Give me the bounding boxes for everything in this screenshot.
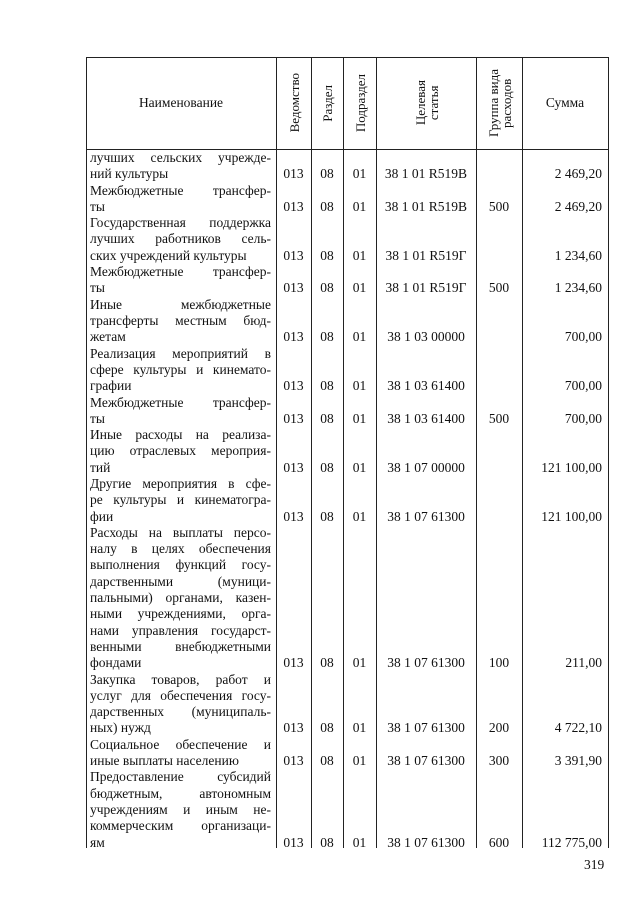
row-name-line: Межбюджетные трансфер- xyxy=(90,182,271,198)
row-name-line: Расходы на выплаты персо- xyxy=(90,524,271,540)
row-name-line: Другие мероприятия в сфе- xyxy=(90,476,271,491)
celevaya-statya-cell: 38 1 01 R519В xyxy=(384,166,468,182)
header-celevaya-statya xyxy=(377,57,476,149)
row-name-line: услуг для обеспечения госу- xyxy=(90,687,271,703)
vedomstvo-cell: 013 xyxy=(283,834,304,850)
table-row xyxy=(86,150,608,183)
celevaya-statya-cell: 38 1 03 00000 xyxy=(387,329,465,345)
razdel-cell: 08 xyxy=(320,166,334,182)
podrazdel-cell: 01 xyxy=(352,720,367,736)
vedomstvo-cell: 013 xyxy=(283,329,304,345)
row-name-line: Иные расходы на реализа- xyxy=(90,427,271,443)
table-row xyxy=(86,737,608,770)
summa-cell: 700,00 xyxy=(564,329,602,345)
row-name-line: трансферты местным бюд- xyxy=(90,312,271,328)
podrazdel-cell: 01 xyxy=(352,655,367,671)
table-row xyxy=(86,346,608,395)
vedomstvo-cell: 013 xyxy=(283,459,304,475)
row-name xyxy=(90,672,271,737)
row-name-line: Закупка товаров, работ и xyxy=(90,671,271,687)
row-name xyxy=(90,525,271,672)
header-vedomstvo xyxy=(277,57,311,149)
table-row xyxy=(86,395,608,428)
table-row xyxy=(86,215,608,264)
header-summa: Сумма xyxy=(545,95,585,110)
row-name-line: дарственных (муниципаль- xyxy=(90,704,271,720)
table-row xyxy=(86,264,608,297)
celevaya-statya-cell: 38 1 07 61300 xyxy=(387,720,465,736)
razdel-cell: 08 xyxy=(320,329,334,345)
row-name-line: ских учреждений культуры xyxy=(90,247,247,263)
vedomstvo-cell: 013 xyxy=(283,753,304,769)
row-name xyxy=(90,346,271,395)
podrazdel-cell: 01 xyxy=(352,410,367,426)
table-row xyxy=(86,427,608,476)
row-name-line: ре культуры и кинематогра- xyxy=(90,492,271,508)
gruppa-cell: 600 xyxy=(488,834,510,850)
row-name-line: коммерческим организаци- xyxy=(90,818,271,834)
razdel-cell: 08 xyxy=(320,198,334,214)
celevaya-statya-cell: 38 1 07 00000 xyxy=(387,459,465,475)
podrazdel-cell: 01 xyxy=(352,378,367,394)
vedomstvo-cell: 013 xyxy=(283,247,304,263)
summa-cell: 700,00 xyxy=(564,378,602,394)
row-name-line: ты xyxy=(90,198,105,214)
row-name xyxy=(90,395,271,428)
gruppa-cell: 200 xyxy=(488,720,510,736)
page-number: 319 xyxy=(584,857,605,872)
row-name-line: ными учреждениями, орга- xyxy=(90,606,271,622)
row-name-line: Иные межбюджетные xyxy=(90,296,271,312)
row-name-line: жетам xyxy=(90,329,126,345)
row-name xyxy=(90,183,271,216)
row-name-line: фондами xyxy=(90,655,142,671)
vedomstvo-cell: 013 xyxy=(283,198,304,214)
row-name xyxy=(90,427,271,476)
summa-cell: 121 100,00 xyxy=(541,459,602,475)
summa-cell: 112 775,00 xyxy=(541,834,602,850)
celevaya-statya-cell: 38 1 07 61300 xyxy=(387,508,465,524)
razdel-cell: 08 xyxy=(320,655,334,671)
gruppa-cell: 500 xyxy=(488,198,510,214)
row-name-line: налу в целях обеспечения xyxy=(90,541,271,557)
row-name-line: Реализация мероприятий в xyxy=(90,345,271,361)
row-name-line: дарственными (муници- xyxy=(90,573,271,589)
row-name xyxy=(90,769,271,850)
column-border xyxy=(608,57,609,848)
vedomstvo-cell: 013 xyxy=(283,410,304,426)
summa-cell: 2 469,20 xyxy=(554,198,602,214)
celevaya-statya-cell: 38 1 03 61400 xyxy=(387,410,465,426)
podrazdel-cell: 01 xyxy=(352,508,367,524)
row-name xyxy=(90,264,271,297)
razdel-cell: 08 xyxy=(320,834,334,850)
celevaya-statya-cell: 38 1 01 R519Г xyxy=(385,280,467,296)
row-name-line: ты xyxy=(90,280,105,296)
vedomstvo-cell: 013 xyxy=(283,280,304,296)
row-name-line: сфере культуры и кинемато- xyxy=(90,361,271,377)
row-name-line: Межбюджетные трансфер- xyxy=(90,394,271,410)
podrazdel-cell: 01 xyxy=(352,166,367,182)
row-name-line: тий xyxy=(90,459,111,475)
razdel-cell: 08 xyxy=(320,459,334,475)
vedomstvo-cell: 013 xyxy=(283,655,304,671)
razdel-cell: 08 xyxy=(320,508,334,524)
row-name-line: учреждениям и иным не- xyxy=(90,801,271,817)
row-name-line: ний культуры xyxy=(90,166,169,182)
header-gruppa-vida-rashodov xyxy=(477,57,522,149)
summa-cell: 700,00 xyxy=(564,410,602,426)
summa-cell: 3 391,90 xyxy=(554,753,602,769)
table-row xyxy=(86,672,608,737)
header-razdel xyxy=(312,57,343,149)
header-gruppa-label: Группа вида расходов xyxy=(485,69,514,137)
row-name-line: графии xyxy=(90,378,132,394)
razdel-cell: 08 xyxy=(320,753,334,769)
podrazdel-cell: 01 xyxy=(352,459,367,475)
gruppa-cell: 500 xyxy=(488,410,510,426)
row-name xyxy=(90,150,271,183)
row-name-line: ты xyxy=(90,410,105,426)
header-podrazdel-label: Подраздел xyxy=(352,73,368,133)
celevaya-statya-cell: 38 1 01 R519Г xyxy=(385,247,467,263)
table-row xyxy=(86,769,608,851)
header-vedomstvo-label: Ведомство xyxy=(286,73,302,133)
podrazdel-cell: 01 xyxy=(352,753,367,769)
table-row xyxy=(86,297,608,346)
row-name-line: венными внебюджетными xyxy=(90,638,271,654)
table-row xyxy=(86,476,608,525)
row-name-line: пальными) органами, казен- xyxy=(90,590,271,606)
row-name-line: цию отраслевых мероприя- xyxy=(90,443,271,459)
row-name-line: Государственная поддержка xyxy=(90,215,271,231)
row-name-line: ям xyxy=(90,834,105,850)
podrazdel-cell: 01 xyxy=(352,329,367,345)
razdel-cell: 08 xyxy=(320,247,334,263)
row-name-line: Предоставление субсидий xyxy=(90,769,271,785)
celevaya-statya-cell: 38 1 03 61400 xyxy=(387,378,465,394)
header-celevaya-label: Целевая статья xyxy=(412,80,441,126)
celevaya-statya-cell: 38 1 07 61300 xyxy=(387,753,465,769)
table-row xyxy=(86,183,608,216)
gruppa-cell: 100 xyxy=(488,655,510,671)
header-name: Наименование xyxy=(138,95,224,110)
row-name-line: нами управления государст- xyxy=(90,622,271,638)
razdel-cell: 08 xyxy=(320,378,334,394)
podrazdel-cell: 01 xyxy=(352,280,367,296)
row-name-line: Межбюджетные трансфер- xyxy=(90,264,271,280)
podrazdel-cell: 01 xyxy=(352,247,367,263)
summa-cell: 211,00 xyxy=(565,655,602,671)
celevaya-statya-cell: 38 1 07 61300 xyxy=(387,655,465,671)
gruppa-cell: 500 xyxy=(488,280,510,296)
vedomstvo-cell: 013 xyxy=(283,166,304,182)
row-name-line: лучших сельских учрежде- xyxy=(90,150,271,165)
vedomstvo-cell: 013 xyxy=(283,720,304,736)
podrazdel-cell: 01 xyxy=(352,198,367,214)
celevaya-statya-cell: 38 1 01 R519В xyxy=(384,198,468,214)
summa-cell: 4 722,10 xyxy=(554,720,602,736)
summa-cell: 2 469,20 xyxy=(554,166,602,182)
row-name-line: Социальное обеспечение и xyxy=(90,736,271,752)
row-name-line: фии xyxy=(90,508,114,524)
row-name-line: лучших работников сель- xyxy=(90,231,271,247)
row-name xyxy=(90,476,271,525)
row-name xyxy=(90,737,271,770)
podrazdel-cell: 01 xyxy=(352,834,367,850)
header-razdel-label: Раздел xyxy=(320,84,335,122)
celevaya-statya-cell: 38 1 07 61300 xyxy=(387,834,465,850)
vedomstvo-cell: 013 xyxy=(283,378,304,394)
row-name-line: выполнения функций госу- xyxy=(90,557,271,573)
gruppa-cell: 300 xyxy=(488,753,510,769)
row-name-line: иные выплаты населению xyxy=(90,753,239,769)
razdel-cell: 08 xyxy=(320,280,334,296)
summa-cell: 1 234,60 xyxy=(554,247,602,263)
summa-cell: 1 234,60 xyxy=(554,280,602,296)
summa-cell: 121 100,00 xyxy=(541,508,602,524)
row-name xyxy=(90,215,271,264)
row-name-line: бюджетным, автономным xyxy=(90,785,271,801)
header-podrazdel xyxy=(344,57,376,149)
vedomstvo-cell: 013 xyxy=(283,508,304,524)
razdel-cell: 08 xyxy=(320,410,334,426)
row-name-line: ных) нужд xyxy=(90,720,151,736)
table-row xyxy=(86,525,608,672)
razdel-cell: 08 xyxy=(320,720,334,736)
row-name xyxy=(90,297,271,346)
